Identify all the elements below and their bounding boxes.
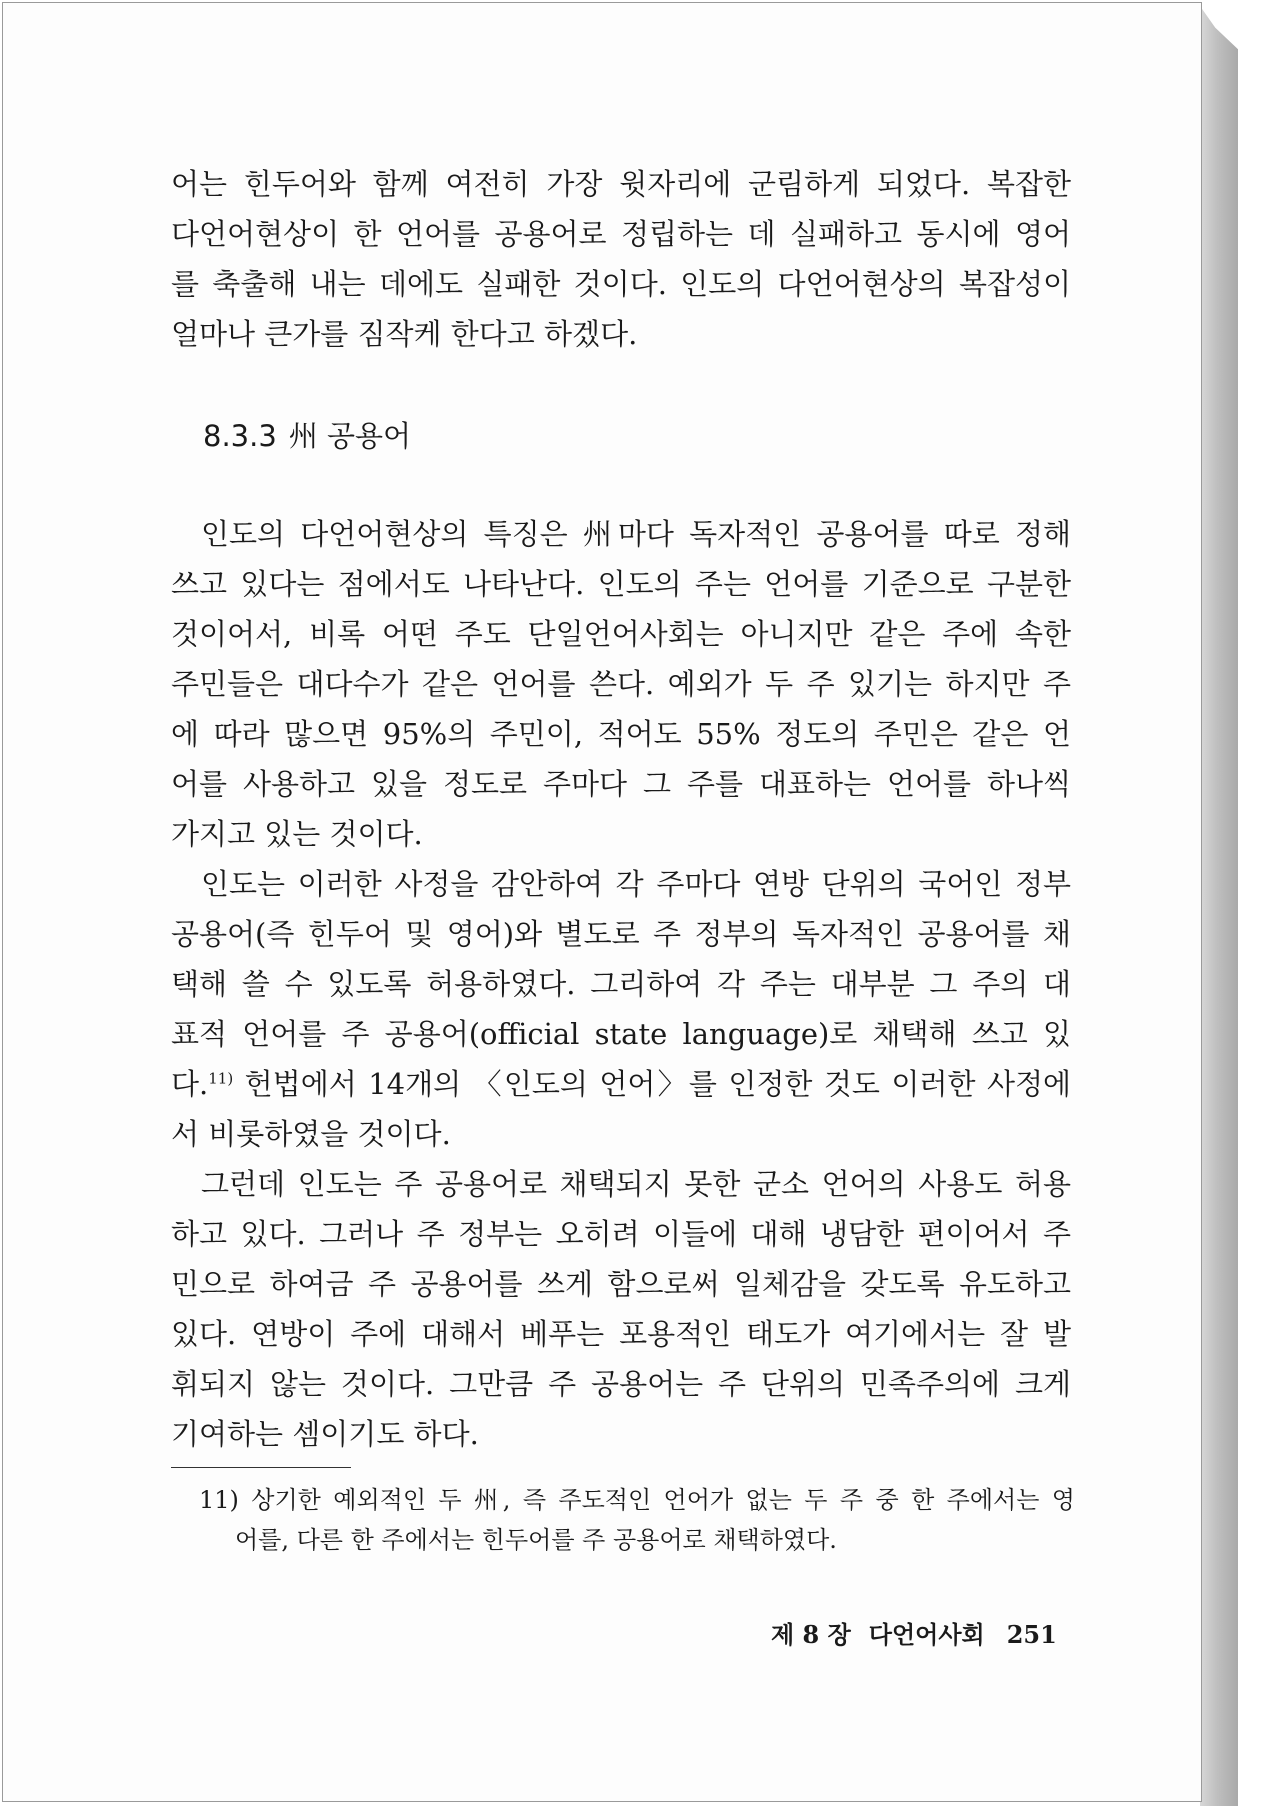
text-line: 그런데 인도는 주 공용어로 채택되지 못한 군소 언어의 사용도 허용 — [201, 1167, 1071, 1201]
section-number: 8.3.3 — [203, 419, 277, 453]
text-line: 가지고 있는 것이다. — [171, 817, 423, 851]
text-line: 다언어현상이 한 언어를 공용어로 정립하는 데 실패하고 동시에 영어 — [171, 217, 1071, 251]
footnote-marker: 11) — [208, 1069, 234, 1088]
running-footer — [771, 1615, 1057, 1650]
text-line: 있다. 연방이 주에 대해서 베푸는 포용적인 태도가 여기에서는 잘 발 — [171, 1317, 1071, 1351]
text-line: 주민들은 대다수가 같은 언어를 쓴다. 예외가 두 주 있기는 하지만 주 — [171, 667, 1071, 701]
book-page-edge — [1200, 6, 1238, 1806]
footnote-line: 어를, 다른 한 주에서는 힌두어를 주 공용어로 채택하였다. — [235, 1526, 837, 1554]
footnote-line: 11) 상기한 예외적인 두 州, 즉 주도적인 언어가 없는 두 주 중 한 주에서는 영 — [199, 1486, 1075, 1514]
section-body — [171, 509, 1071, 1459]
footnote-divider — [171, 1467, 351, 1468]
text-line: 택해 쓸 수 있도록 허용하였다. 그리하여 각 주는 대부분 그 주의 대 — [171, 967, 1071, 1001]
text-line: 쓰고 있다는 점에서도 나타난다. 인도의 주는 언어를 기준으로 구분한 — [171, 567, 1071, 601]
text-line: 민으로 하여금 주 공용어를 쓰게 함으로써 일체감을 갖도록 유도하고 — [171, 1267, 1071, 1301]
text-line-with-footnote — [171, 1059, 1071, 1109]
text-line: 표적 언어를 주 공용어(official state language)로 채택해 쓰고 있 — [171, 1017, 1071, 1051]
footnote — [199, 1480, 1075, 1560]
text-fragment: 헌법에서 14개의 〈인도의 언어〉를 인정한 것도 이러한 사정에 — [233, 1067, 1071, 1101]
section-heading — [203, 411, 411, 461]
text-line: 기여하는 셈이기도 하다. — [171, 1417, 479, 1451]
text-line: 인도의 다언어현상의 특징은 州마다 독자적인 공용어를 따로 정해 — [201, 517, 1071, 551]
text-line: 하고 있다. 그러나 주 정부는 오히려 이들에 대해 냉담한 편이어서 주 — [171, 1217, 1071, 1251]
text-line: 것이어서, 비록 어떤 주도 단일언어사회는 아니지만 같은 주에 속한 — [171, 617, 1071, 651]
text-line: 어는 힌두어와 함께 여전히 가장 윗자리에 군림하게 되었다. 복잡한 — [171, 167, 1071, 201]
text-line: 를 축출해 내는 데에도 실패한 것이다. 인도의 다언어현상의 복잡성이 — [171, 267, 1071, 301]
text-line: 인도는 이러한 사정을 감안하여 각 주마다 연방 단위의 국어인 정부 — [201, 867, 1071, 901]
chapter-title: 다언어사회 — [868, 1620, 985, 1649]
book-page — [2, 2, 1202, 1802]
text-fragment: 다. — [171, 1067, 209, 1101]
chapter-label: 제 8 장 — [771, 1620, 851, 1649]
text-line: 어를 사용하고 있을 정도로 주마다 그 주를 대표하는 언어를 하나씩 — [171, 767, 1071, 801]
text-line: 에 따라 많으면 95%의 주민이, 적어도 55% 정도의 주민은 같은 언 — [171, 717, 1071, 751]
text-line: 공용어(즉 힌두어 및 영어)와 별도로 주 정부의 독자적인 공용어를 채 — [171, 917, 1071, 951]
page-number: 251 — [1006, 1620, 1057, 1649]
text-line: 서 비롯하였을 것이다. — [171, 1117, 451, 1151]
intro-paragraph — [171, 159, 1071, 359]
section-title: 州 공용어 — [288, 419, 412, 453]
text-line: 얼마나 큰가를 짐작케 한다고 하겠다. — [171, 317, 638, 351]
text-line: 휘되지 않는 것이다. 그만큼 주 공용어는 주 단위의 민족주의에 크게 — [171, 1367, 1071, 1401]
